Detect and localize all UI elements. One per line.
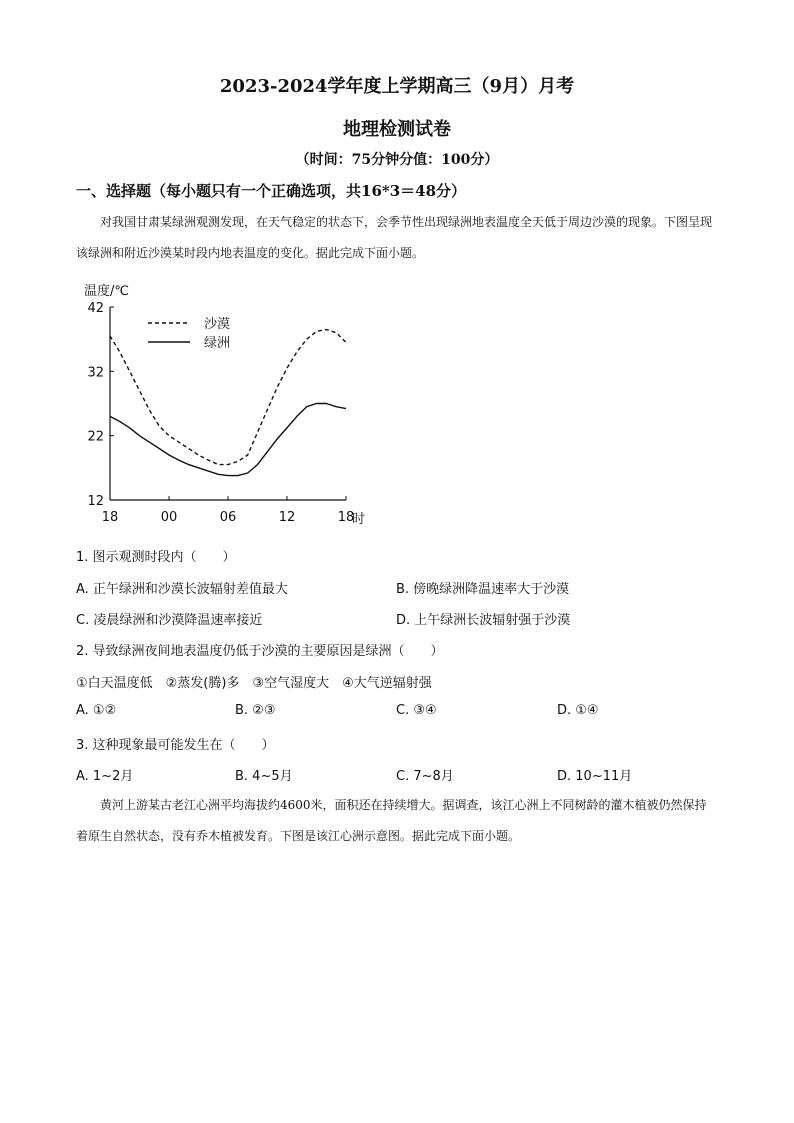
- question-3-stem: 3. 这种现象最可能发生在（ ）: [76, 738, 275, 753]
- chart-series: [110, 330, 346, 476]
- exam-subtitle: 地理检测试卷: [343, 119, 451, 140]
- legend-label: 沙漠: [204, 317, 231, 332]
- question-3-option-c[interactable]: C. 7~8月: [396, 769, 454, 784]
- y-tick-label: 32: [87, 365, 104, 381]
- question-3-option-d[interactable]: D. 10~11月: [557, 769, 633, 784]
- chart-axes: [87, 301, 354, 525]
- question-1-option-c[interactable]: C. 凌晨绿洲和沙漠降温速率接近: [76, 613, 263, 628]
- y-tick-label: 42: [87, 301, 104, 316]
- chart-legend: [148, 316, 230, 351]
- temperature-chart: [70, 275, 390, 535]
- question-3-option-a[interactable]: A. 1~2月: [76, 769, 134, 784]
- question-1-option-b[interactable]: B. 傍晚绿洲降温速率大于沙漠: [396, 582, 570, 597]
- legend-label: 绿洲: [204, 336, 231, 351]
- y-tick-label: 12: [87, 494, 104, 509]
- exam-meta: （时间：75分钟分值：100分）: [295, 152, 499, 168]
- x-tick-label: 12: [278, 510, 296, 525]
- question-1-option-d[interactable]: D. 上午绿洲长波辐射强于沙漠: [396, 613, 571, 628]
- question-2-option-d[interactable]: D. ①④: [557, 703, 599, 718]
- x-axis-unit: 时: [352, 512, 366, 527]
- x-tick-label: 00: [160, 510, 178, 525]
- y-tick-label: 22: [87, 429, 104, 445]
- question-3-option-b[interactable]: B. 4~5月: [235, 769, 293, 784]
- question-2-option-b[interactable]: B. ②③: [235, 703, 276, 718]
- y-axis-label: 温度/℃: [84, 284, 129, 299]
- question-2-option-a[interactable]: A. ①②: [76, 703, 117, 718]
- question-2-option-c[interactable]: C. ③④: [396, 703, 437, 718]
- question-2-factors: ①白天温度低 ②蒸发(腾)多 ③空气湿度大 ④大气逆辐射强: [76, 676, 432, 691]
- x-tick-label: 18: [101, 510, 119, 525]
- section-heading: 一、选择题（每小题只有一个正确选项，共16*3＝48分）: [76, 182, 467, 200]
- exam-title: 2023-2024学年度上学期高三（9月）月考: [219, 76, 575, 97]
- x-tick-label: 06: [219, 510, 237, 525]
- passage-2: 黄河上游某古老江心洲平均海拔约4600米，面积还在持续增大。据调查，该江心洲上不同树龄的灌木植被仍然保持着原生自然状态，没有乔木植被发育。下图是该江心洲示意图。据此完成下面小题。: [76, 798, 707, 843]
- passage-1: 对我国甘肃某绿洲观测发现，在天气稳定的状态下，会季节性出现绿洲地表温度全天低于周边沙漠的现象。下图呈现该绿洲和附近沙漠某时段内地表温度的变化。据此完成下面小题。: [76, 215, 713, 260]
- question-1-option-a[interactable]: A. 正午绿洲和沙漠长波辐射差值最大: [76, 582, 288, 597]
- question-1-stem: 1. 图示观测时段内（ ）: [76, 550, 236, 565]
- question-2-stem: 2. 导致绿洲夜间地表温度仍低于沙漠的主要原因是绿洲（ ）: [76, 644, 444, 659]
- x-tick-label: 18: [337, 510, 355, 525]
